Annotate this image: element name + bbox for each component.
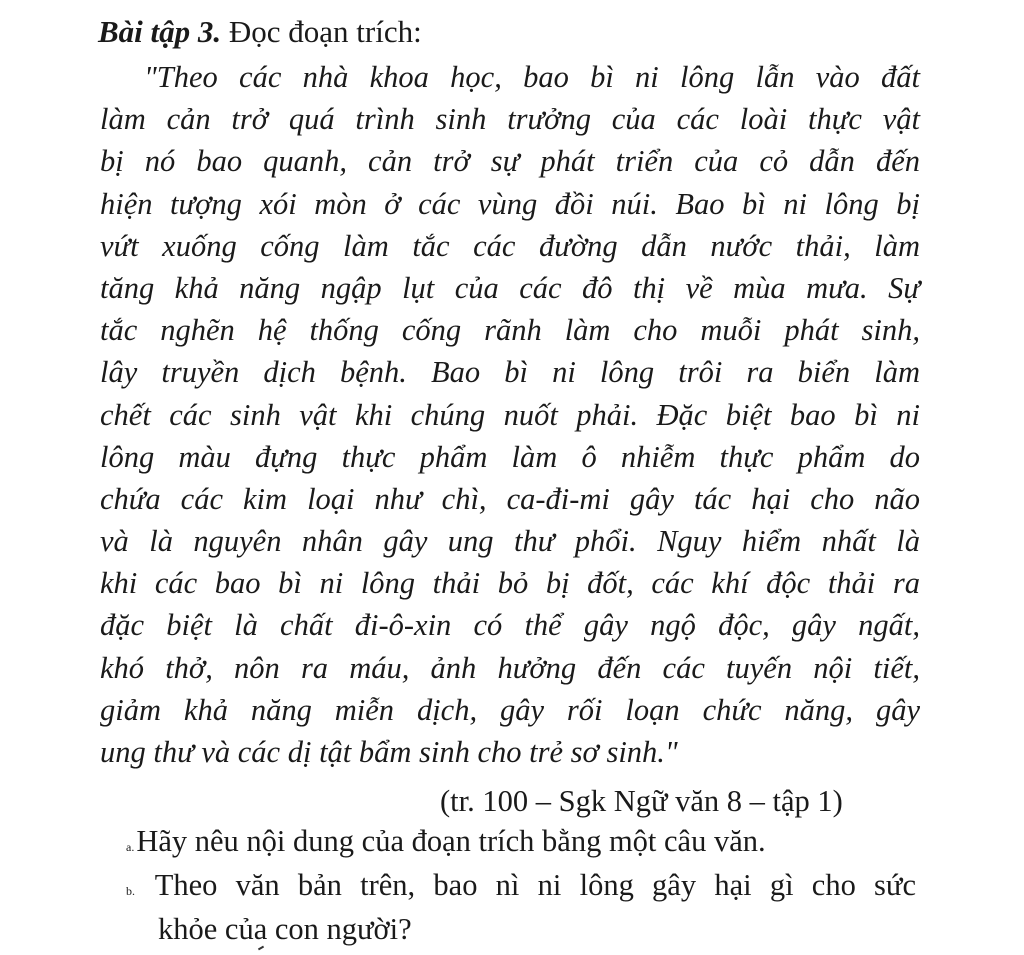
excerpt-line: "Theo các nhà khoa học, bao bì ni lông lẫn vào đất (144, 60, 920, 94)
exercise-label: Bài tập 3. (98, 14, 222, 49)
question-text: Theo văn bản trên, bao nì ni lông gây hại gì cho sức (154, 868, 916, 902)
question-a (126, 820, 766, 868)
excerpt-line: khi các bao bì ni lông thải bỏ bị đốt, các khí độc thải ra (100, 566, 920, 601)
excerpt-line: lông màu đựng thực phẩm làm ô nhiễm thực phẩm do (100, 439, 920, 474)
excerpt-line: làm cản trở quá trình sinh trưởng của các loài thực vật (100, 102, 920, 137)
question-b (126, 864, 916, 912)
question-marker: a. (126, 840, 135, 854)
exercise-heading (98, 12, 422, 52)
excerpt-line: vứt xuống cống làm tắc các đường dẫn nước thải, làm (100, 228, 920, 263)
excerpt-line: lây truyền dịch bệnh. Bao bì ni lông trôi ra biển làm (100, 355, 920, 390)
question-text: Hãy nêu nội dung của đoạn trích bằng một câu văn. (136, 824, 766, 858)
excerpt-passage (100, 56, 920, 773)
excerpt-line: chứa các kim loại như chì, ca-đi-mi gây tác hại cho não (100, 481, 920, 516)
excerpt-line: đặc biệt là chất đi-ô-xin có thể gây ngộ độc, gây ngất, (100, 608, 920, 643)
excerpt-line: ung thư và các dị tật bẩm sinh cho trẻ sơ sinh." (100, 735, 678, 769)
excerpt-line: tăng khả năng ngập lụt của các đô thị về mùa mưa. Sự (100, 270, 920, 305)
exercise-instruction: Đọc đoạn trích: (228, 14, 422, 49)
excerpt-line: giảm khả năng miễn dịch, gây rối loạn chức năng, gây (100, 692, 920, 727)
excerpt-line: chết các sinh vật khi chúng nuốt phải. Đặc biệt bao bì ni (100, 397, 920, 432)
question-b-continuation: khỏe của con người? (158, 912, 412, 946)
excerpt-line: tắc nghẽn hệ thống cống rãnh làm cho muỗi phát sinh, (100, 313, 920, 348)
source-citation: (tr. 100 – Sgk Ngữ văn 8 – tập 1) (440, 784, 843, 818)
excerpt-line: hiện tượng xói mòn ở các vùng đồi núi. Bao bì ni lông bị (100, 186, 920, 221)
excerpt-line: và là nguyên nhân gây ung thư phổi. Nguy hiểm nhất là (100, 524, 920, 559)
excerpt-line: bị nó bao quanh, cản trở sự phát triển của cỏ dẫn đến (100, 144, 920, 179)
question-marker: b. (126, 884, 135, 898)
excerpt-line: khó thở, nôn ra máu, ảnh hưởng đến các tuyến nội tiết, (100, 650, 920, 685)
